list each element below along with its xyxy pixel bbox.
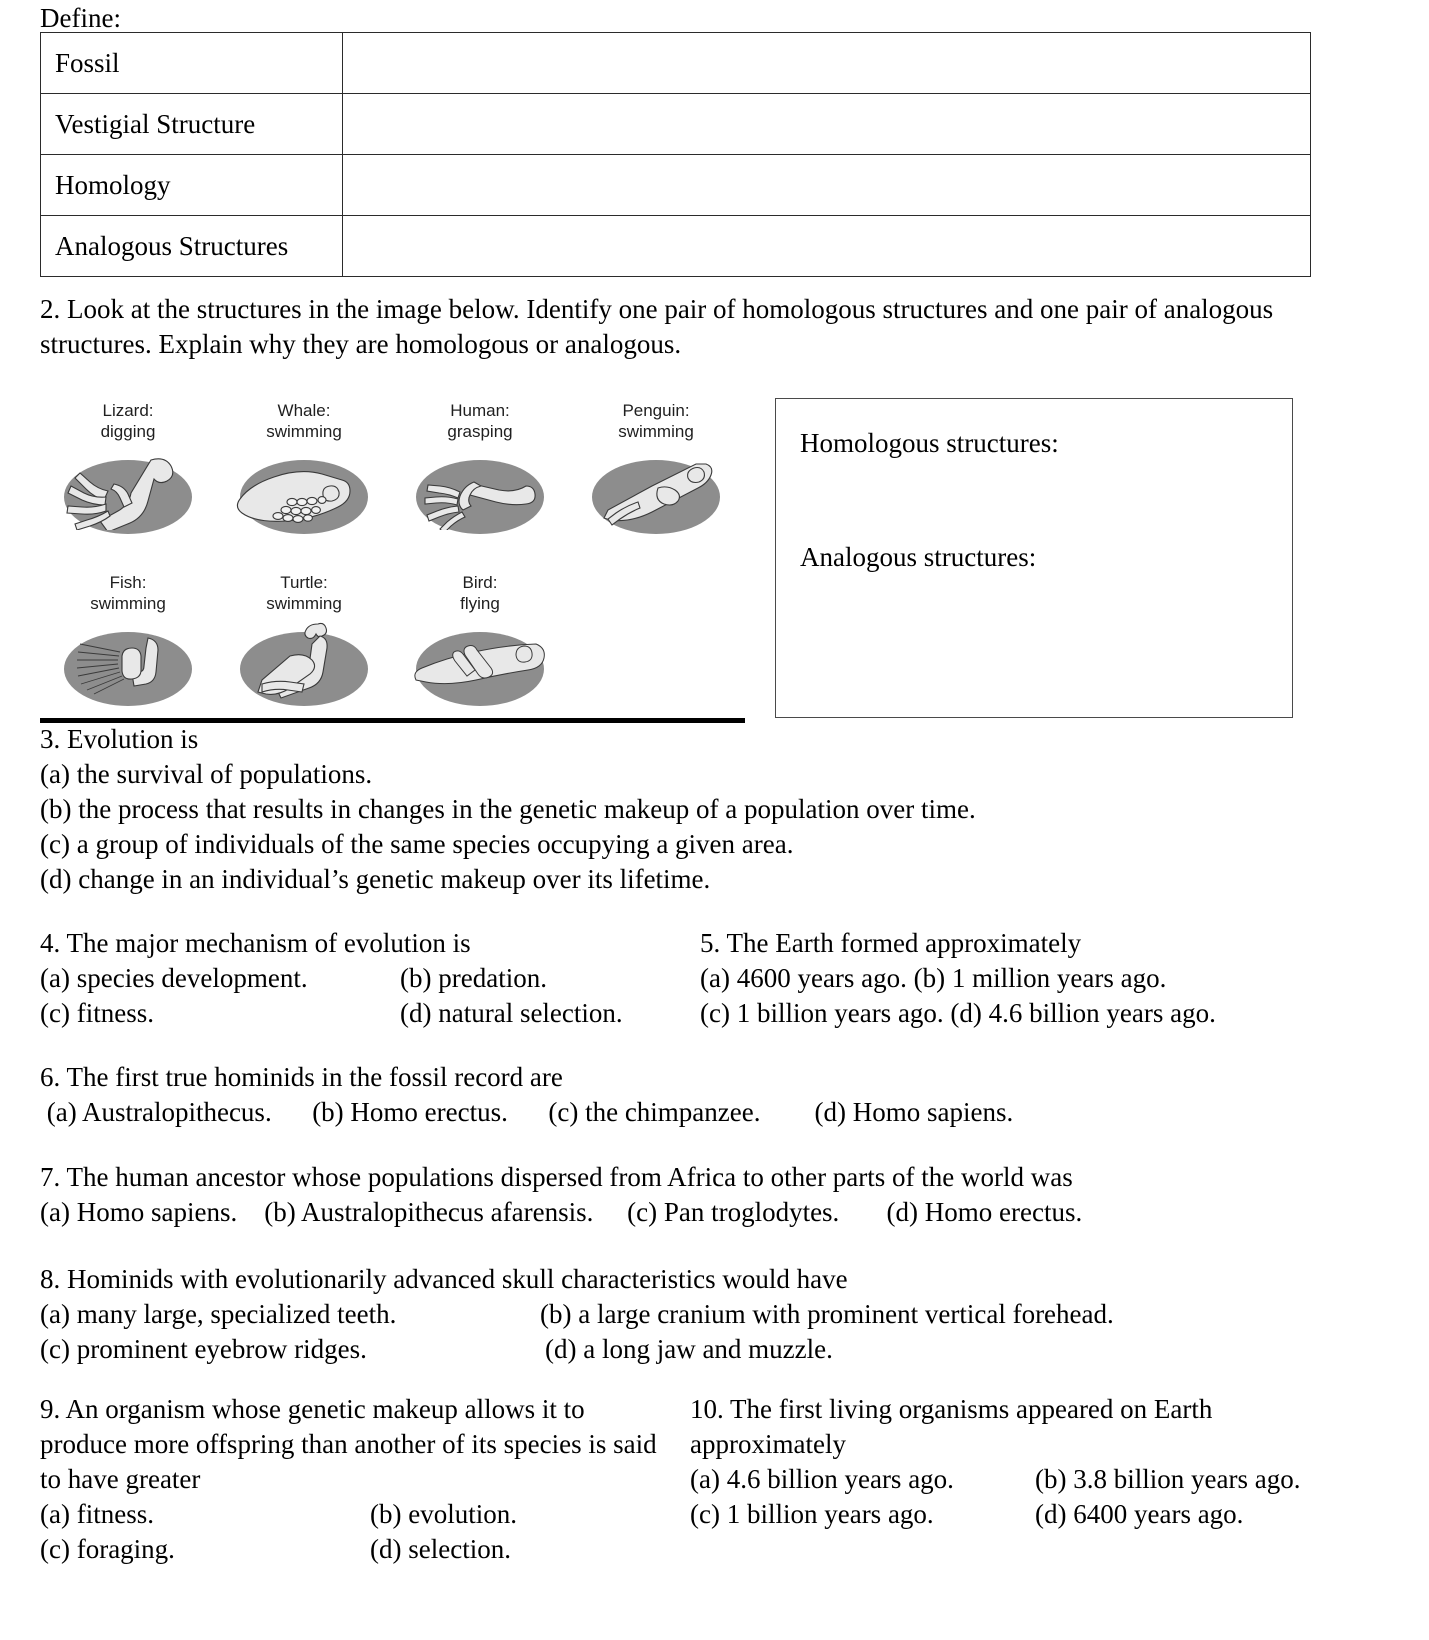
answer-blank-homology[interactable] bbox=[343, 155, 1311, 216]
question-6 bbox=[40, 1060, 1380, 1130]
question-3 bbox=[40, 722, 1380, 897]
question-6-options[interactable]: (a) Australopithecus. (b) Homo erectus. (c) the chimpanzee. (d) Homo sapiens. bbox=[40, 1097, 1014, 1127]
question-4-option-b[interactable]: (b) predation. bbox=[400, 963, 547, 993]
question-8-option-b[interactable]: (b) a large cranium with prominent vertical forehead. bbox=[540, 1299, 1114, 1329]
question-9-option-b[interactable]: (b) evolution. bbox=[370, 1499, 517, 1529]
question-3-stem: 3. Evolution is bbox=[40, 724, 199, 754]
specimen-lizard bbox=[40, 400, 216, 538]
question-7-options[interactable]: (a) Homo sapiens. (b) Australopithecus afarensis. (c) Pan troglodytes. (d) Homo erectus. bbox=[40, 1197, 1083, 1227]
question-10 bbox=[690, 1392, 1429, 1532]
specimen-turtle-art bbox=[216, 618, 392, 710]
question-8-stem: 8. Hominids with evolutionarily advanced skull characteristics would have bbox=[40, 1264, 848, 1294]
question-4-stem: 4. The major mechanism of evolution is bbox=[40, 928, 471, 958]
question-8-options-row-2 bbox=[40, 1332, 1400, 1367]
question-3-option-d[interactable]: (d) change in an individual’s genetic makeup over its lifetime. bbox=[40, 864, 711, 894]
question-10-option-c[interactable]: (c) 1 billion years ago. bbox=[690, 1499, 934, 1529]
question-5-options-row-2[interactable]: (c) 1 billion years ago. (d) 4.6 billion years ago. bbox=[700, 998, 1216, 1028]
bird-wing-bone-icon bbox=[408, 622, 550, 702]
specimen-penguin-art bbox=[568, 446, 744, 538]
question-5-stem: 5. The Earth formed approximately bbox=[700, 928, 1082, 958]
specimen-bird-caption: Bird: flying bbox=[460, 573, 500, 613]
question-2-text: 2. Look at the structures in the image below. Identify one pair of homologous structures and one pair of analogous structures. Explain why they are homologous or analogous. bbox=[40, 294, 1274, 359]
specimen-whale-art bbox=[216, 446, 392, 538]
answer-blank-fossil[interactable] bbox=[343, 33, 1311, 94]
questions-4-and-5 bbox=[40, 926, 1400, 1036]
definitions-table bbox=[40, 32, 1311, 277]
question-10-option-a[interactable]: (a) 4.6 billion years ago. bbox=[690, 1464, 954, 1494]
question-8-option-a[interactable]: (a) many large, specialized teeth. bbox=[40, 1299, 397, 1329]
question-9-stem: 9. An organism whose genetic makeup allows it to produce more offspring than another of its species is said to have greater bbox=[40, 1394, 664, 1494]
question-6-stem: 6. The first true hominids in the fossil record are bbox=[40, 1062, 563, 1092]
question-4 bbox=[40, 926, 700, 1031]
human-arm-bone-icon bbox=[408, 450, 550, 530]
question-4-option-d[interactable]: (d) natural selection. bbox=[400, 998, 623, 1028]
question-9-option-a[interactable]: (a) fitness. bbox=[40, 1499, 154, 1529]
question-9-option-d[interactable]: (d) selection. bbox=[370, 1534, 511, 1564]
table-row bbox=[41, 94, 1311, 155]
question-8 bbox=[40, 1262, 1400, 1367]
question-4-option-c[interactable]: (c) fitness. bbox=[40, 998, 154, 1028]
figure-row-1 bbox=[40, 400, 745, 550]
term-analogous-structures: Analogous Structures bbox=[41, 216, 343, 277]
specimen-bird-art bbox=[392, 618, 568, 710]
table-row bbox=[41, 155, 1311, 216]
question-10-stem: 10. The first living organisms appeared on Earth approximately bbox=[690, 1394, 1220, 1459]
question-3-option-b[interactable]: (b) the process that results in changes in the genetic makeup of a population over time. bbox=[40, 794, 976, 824]
question-10-option-b[interactable]: (b) 3.8 billion years ago. bbox=[1035, 1464, 1301, 1494]
term-fossil: Fossil bbox=[41, 33, 343, 94]
question-9-option-c[interactable]: (c) foraging. bbox=[40, 1534, 175, 1564]
turtle-flipper-bone-icon bbox=[232, 622, 374, 702]
question-9 bbox=[40, 1392, 690, 1567]
lizard-limb-bone-icon bbox=[56, 450, 198, 530]
question-5 bbox=[700, 926, 1400, 1031]
specimen-lizard-art bbox=[40, 446, 216, 538]
define-label: Define: bbox=[40, 3, 121, 33]
question-4-option-a[interactable]: (a) species development. bbox=[40, 963, 308, 993]
penguin-flipper-bone-icon bbox=[584, 450, 726, 530]
specimen-human-caption: Human: grasping bbox=[447, 401, 513, 441]
specimen-human bbox=[392, 400, 568, 538]
question-8-options-row-1 bbox=[40, 1297, 1400, 1332]
question-10-option-d[interactable]: (d) 6400 years ago. bbox=[1035, 1499, 1244, 1529]
analogous-structures-label: Analogous structures: bbox=[800, 542, 1037, 572]
question-9-options-row-1 bbox=[40, 1497, 690, 1532]
specimen-penguin bbox=[568, 400, 744, 538]
answer-box[interactable] bbox=[775, 398, 1293, 718]
table-row bbox=[41, 216, 1311, 277]
specimen-lizard-caption: Lizard: digging bbox=[100, 401, 156, 441]
specimen-penguin-caption: Penguin: swimming bbox=[618, 401, 694, 441]
specimen-human-art bbox=[392, 446, 568, 538]
question-10-options-row-2 bbox=[690, 1497, 1429, 1532]
questions-9-and-10 bbox=[40, 1392, 1400, 1612]
whale-flipper-bone-icon bbox=[232, 450, 374, 530]
question-4-options-row-2 bbox=[40, 996, 700, 1031]
specimen-whale-caption: Whale: swimming bbox=[266, 401, 342, 441]
question-7 bbox=[40, 1160, 1400, 1230]
answer-blank-analogous-structures[interactable] bbox=[343, 216, 1311, 277]
answer-blank-vestigial-structure[interactable] bbox=[343, 94, 1311, 155]
specimen-turtle-caption: Turtle: swimming bbox=[266, 573, 342, 613]
table-row bbox=[41, 33, 1311, 94]
fish-fin-bone-icon bbox=[56, 622, 198, 702]
question-7-stem: 7. The human ancestor whose populations dispersed from Africa to other parts of the world was bbox=[40, 1162, 1073, 1192]
specimen-bird bbox=[392, 572, 568, 710]
question-5-options-row-1[interactable]: (a) 4600 years ago. (b) 1 million years ago. bbox=[700, 963, 1167, 993]
homologous-limbs-figure bbox=[40, 400, 745, 712]
specimen-turtle bbox=[216, 572, 392, 710]
question-3-option-c[interactable]: (c) a group of individuals of the same species occupying a given area. bbox=[40, 829, 794, 859]
term-vestigial-structure: Vestigial Structure bbox=[41, 94, 343, 155]
question-10-options-row-1 bbox=[690, 1462, 1429, 1497]
question-4-options-row-1 bbox=[40, 961, 700, 996]
figure-row-2 bbox=[40, 572, 745, 722]
question-8-option-d[interactable]: (d) a long jaw and muzzle. bbox=[545, 1334, 833, 1364]
term-homology: Homology bbox=[41, 155, 343, 216]
question-3-option-a[interactable]: (a) the survival of populations. bbox=[40, 759, 373, 789]
specimen-fish bbox=[40, 572, 216, 710]
specimen-fish-art bbox=[40, 618, 216, 710]
question-9-options-row-2 bbox=[40, 1532, 690, 1567]
homologous-structures-label: Homologous structures: bbox=[800, 428, 1059, 458]
question-8-option-c[interactable]: (c) prominent eyebrow ridges. bbox=[40, 1334, 367, 1364]
specimen-whale bbox=[216, 400, 392, 538]
specimen-fish-caption: Fish: swimming bbox=[90, 573, 166, 613]
